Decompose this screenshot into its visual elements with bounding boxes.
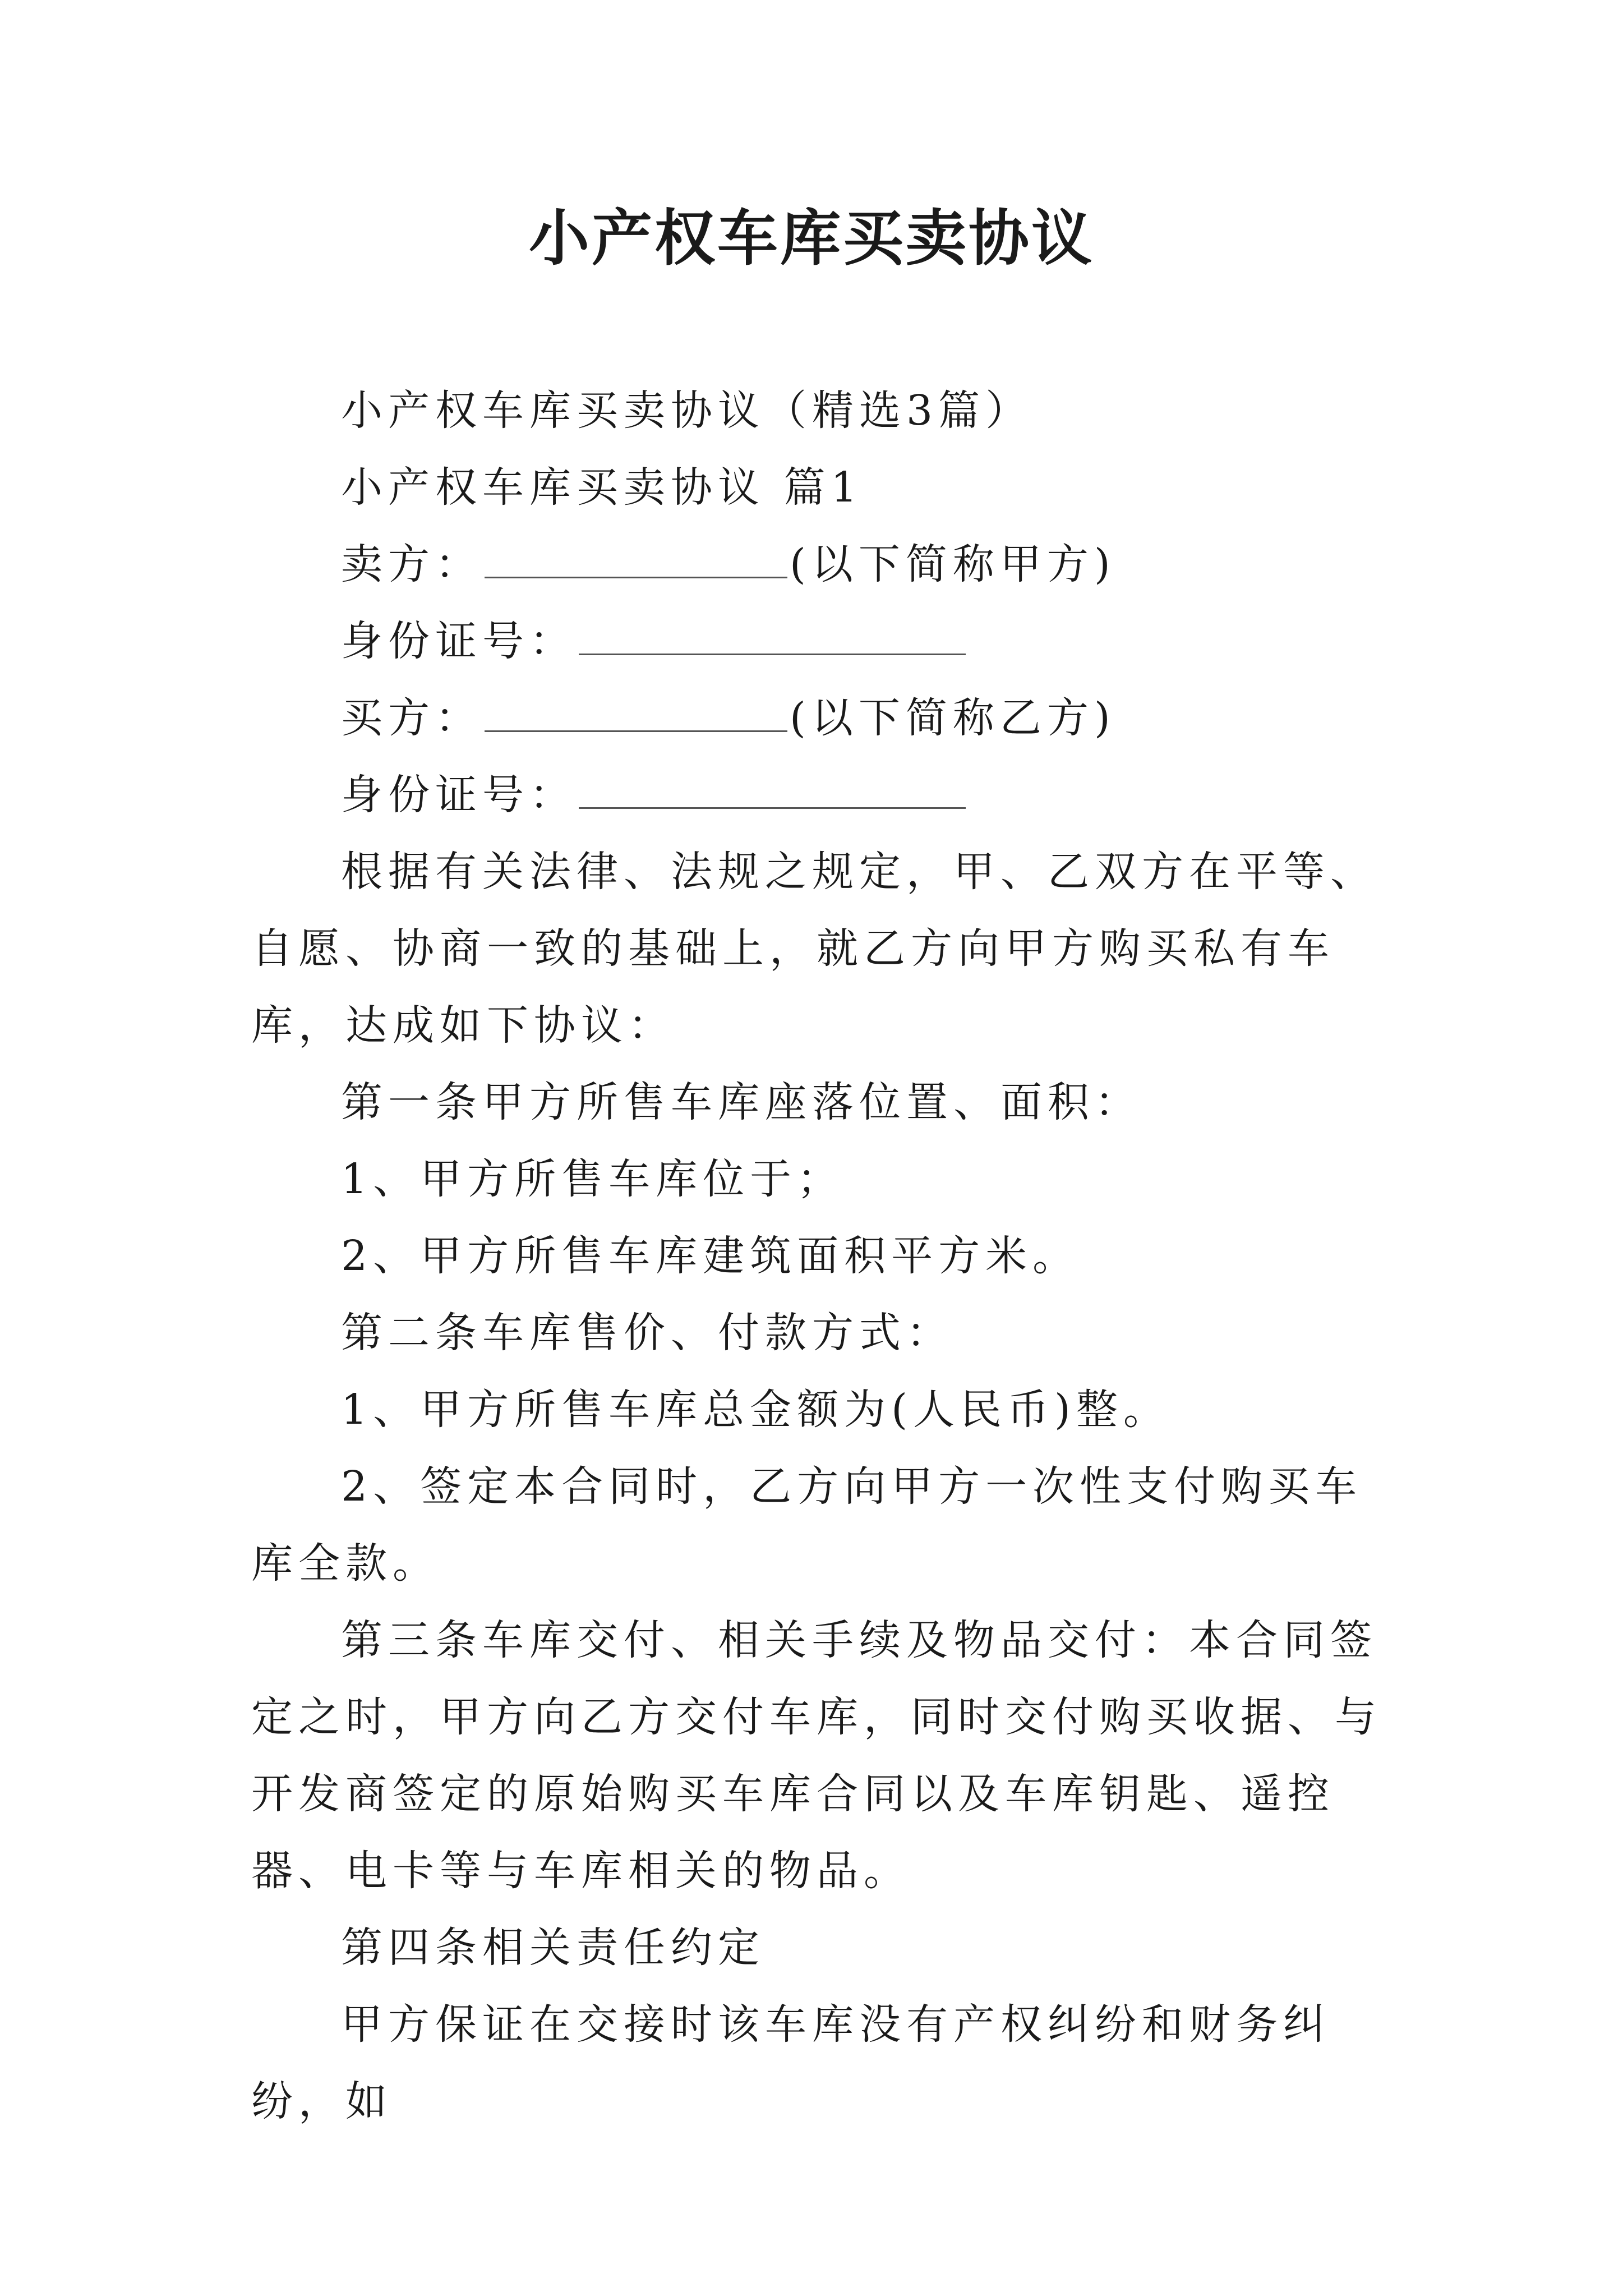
seller-id-line <box>251 603 1384 680</box>
buyer-suffix: (以下简称乙方) <box>790 694 1116 742</box>
paragraph-article-4: 第四条相关责任约定 <box>341 1924 765 1972</box>
buyer-id-blank <box>579 772 966 809</box>
document-title: 小产权车库买卖协议 <box>528 203 1094 274</box>
seller-id-blank <box>579 619 966 655</box>
seller-suffix: (以下简称甲方) <box>790 540 1116 588</box>
subtitle: 小产权车库买卖协议（精选3篇） <box>341 386 1033 435</box>
seller-blank <box>485 542 787 578</box>
buyer-blank <box>485 696 787 732</box>
seller-line <box>251 526 1384 603</box>
buyer-label: 买方： <box>341 694 482 742</box>
paragraph-article-3: 第三条车库交付、相关手续及物品交付：本合同签定之时，甲方向乙方交付车库，同时交付购买收据、与开发商签定的原始购买车库合同以及车库钥匙、遥控器、电卡等与车库相关的物品。 <box>251 1616 1382 1895</box>
paragraph-preamble: 根据有关法律、法规之规定，甲、乙双方在平等、自愿、协商一致的基础上，就乙方向甲方购买私有车库，达成如下协议： <box>251 848 1377 1050</box>
seller-id-label: 身份证号： <box>341 617 577 665</box>
paragraph-article-2-item-2: 2、签定本合同时，乙方向甲方一次性支付购买车库全款。 <box>251 1462 1363 1588</box>
seller-label: 卖方： <box>341 540 482 588</box>
paragraph-article-2-item-1: 1、甲方所售车库总金额为(人民币)整。 <box>341 1386 1170 1434</box>
paragraph-article-4-body: 甲方保证在交接时该车库没有产权纠纷和财务纠纷，如 <box>251 2000 1330 2125</box>
paragraph-article-2: 第二条车库售价、付款方式： <box>341 1309 953 1357</box>
section-heading: 小产权车库买卖协议 篇1 <box>341 463 863 512</box>
buyer-line <box>251 680 1384 757</box>
buyer-id-label: 身份证号： <box>341 771 577 819</box>
paragraph-article-1-item-1: 1、甲方所售车库位于； <box>341 1155 845 1203</box>
buyer-id-line <box>251 757 1384 834</box>
paragraph-article-1: 第一条甲方所售车库座落位置、面积： <box>341 1078 1142 1126</box>
paragraph-article-1-item-2: 2、甲方所售车库建筑面积平方米。 <box>341 1232 1080 1280</box>
document-body <box>251 372 1384 2140</box>
